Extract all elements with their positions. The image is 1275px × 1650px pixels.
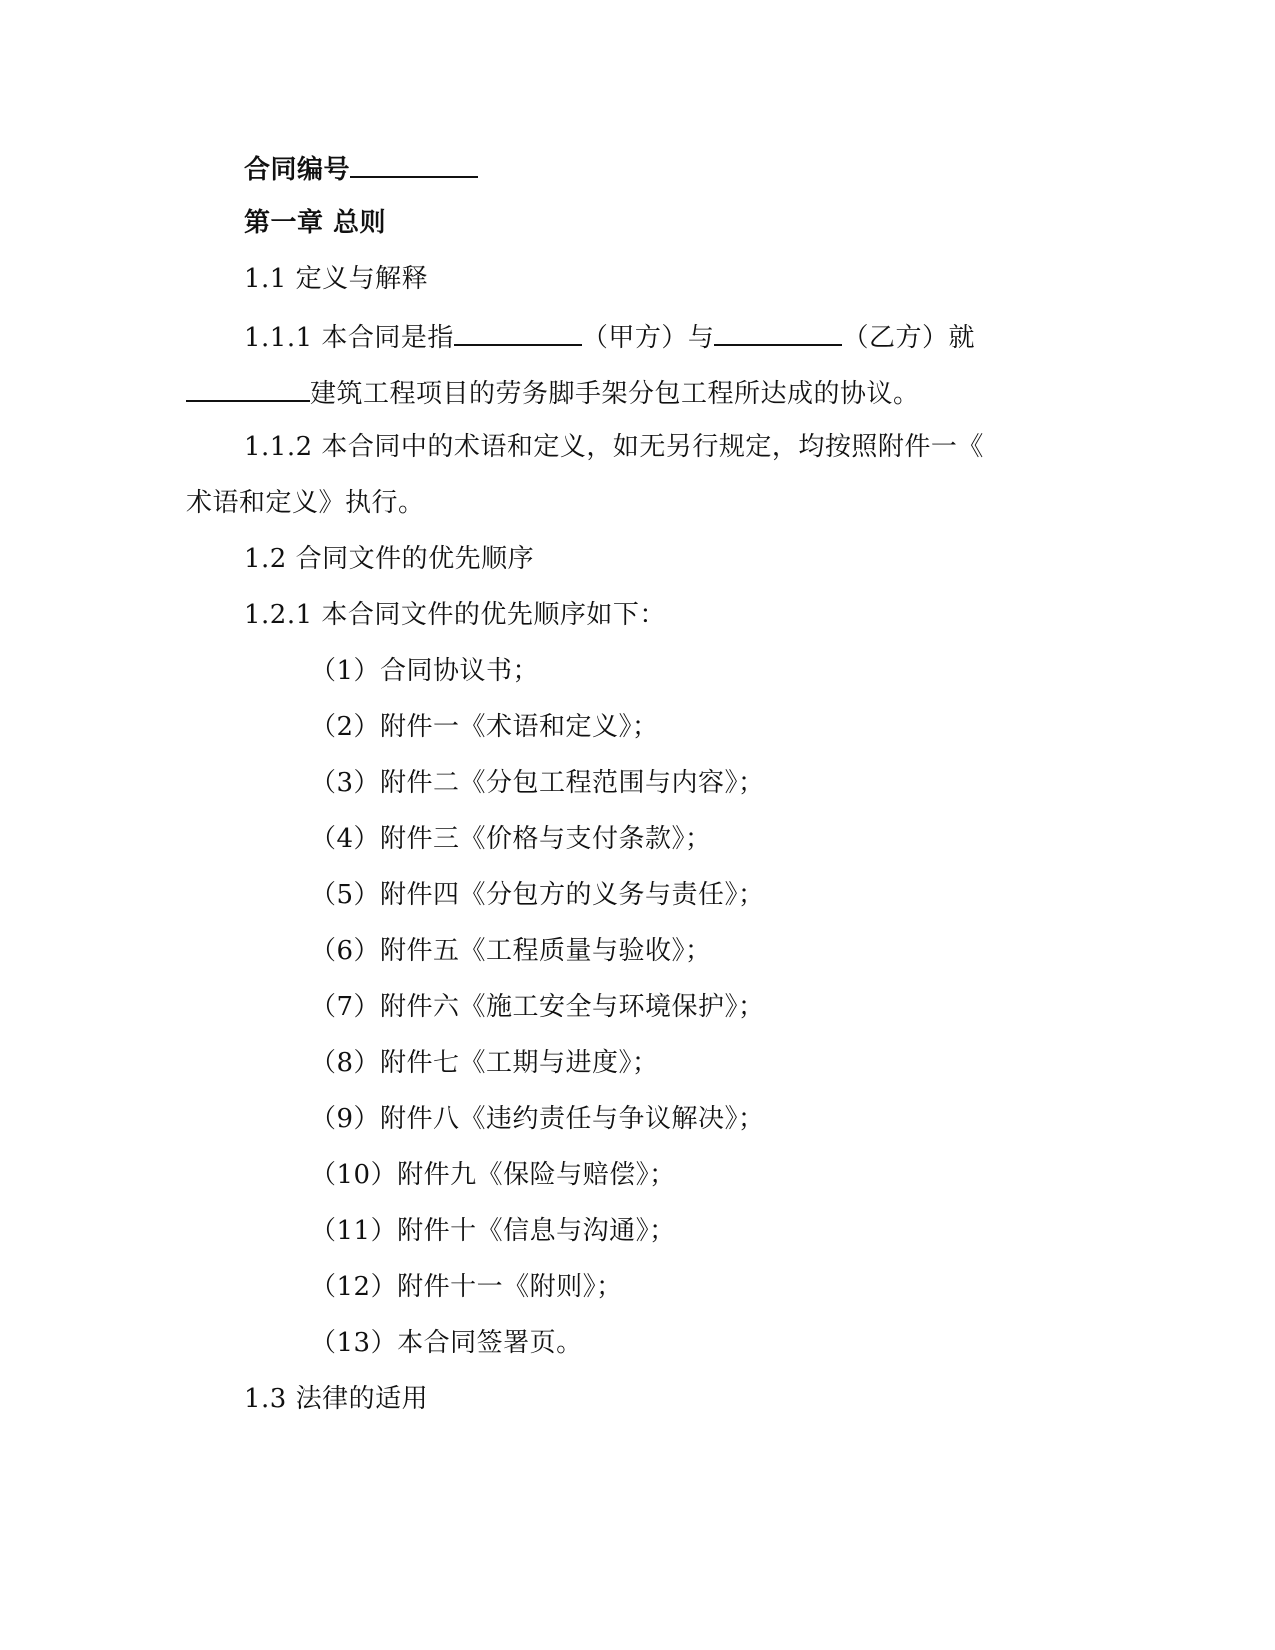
party-a-label: （甲方）与 [581, 323, 715, 353]
list-item: （2）附件一《术语和定义》； [310, 712, 659, 742]
party-a-blank [454, 318, 582, 346]
list-item: （5）附件四《分包方的义务与责任》； [310, 880, 765, 910]
party-b-blank [714, 318, 842, 346]
party-b-label: （乙方）就 [842, 323, 975, 353]
contract-number-line [244, 150, 478, 187]
clause-1-1-2-line2: 术语和定义》执行。 [186, 488, 425, 518]
list-item: （13）本合同签署页。 [310, 1328, 583, 1358]
list-item: （4）附件三《价格与支付条款》； [310, 824, 712, 854]
list-item: （8）附件七《工期与进度》； [310, 1048, 659, 1078]
list-item: （9）附件八《违约责任与争议解决》； [310, 1104, 765, 1134]
clause-1-2-1: 1.2.1 本合同文件的优先顺序如下： [244, 600, 666, 630]
clause-1-1-1-prefix: 1.1.1 本合同是指 [244, 323, 454, 353]
chapter-title: 第一章 总则 [244, 208, 387, 238]
list-item: （10）附件九《保险与赔偿》； [310, 1160, 676, 1190]
clause-1-1-1-continuation: 建筑工程项目的劳务脚手架分包工程所达成的协议。 [310, 379, 920, 409]
list-item: （6）附件五《工程质量与验收》； [310, 936, 712, 966]
project-name-blank [186, 374, 310, 402]
list-item: （12）附件十一《附则》； [310, 1272, 623, 1302]
list-item: （3）附件二《分包工程范围与内容》； [310, 768, 765, 798]
section-1-1-heading: 1.1 定义与解释 [244, 264, 429, 294]
clause-1-1-2-line1: 1.1.2 本合同中的术语和定义，如无另行规定，均按照附件一《 [244, 432, 984, 462]
clause-1-1-1-line2 [186, 374, 920, 411]
clause-1-1-1-line1 [244, 318, 975, 355]
section-1-3-heading: 1.3 法律的适用 [244, 1384, 429, 1414]
list-item: （1）合同协议书； [310, 656, 540, 686]
list-item: （11）附件十《信息与沟通》； [310, 1216, 676, 1246]
list-item: （7）附件六《施工安全与环境保护》； [310, 992, 765, 1022]
section-1-2-heading: 1.2 合同文件的优先顺序 [244, 544, 535, 574]
contract-number-label: 合同编号 [244, 155, 351, 185]
contract-number-blank [350, 150, 478, 178]
